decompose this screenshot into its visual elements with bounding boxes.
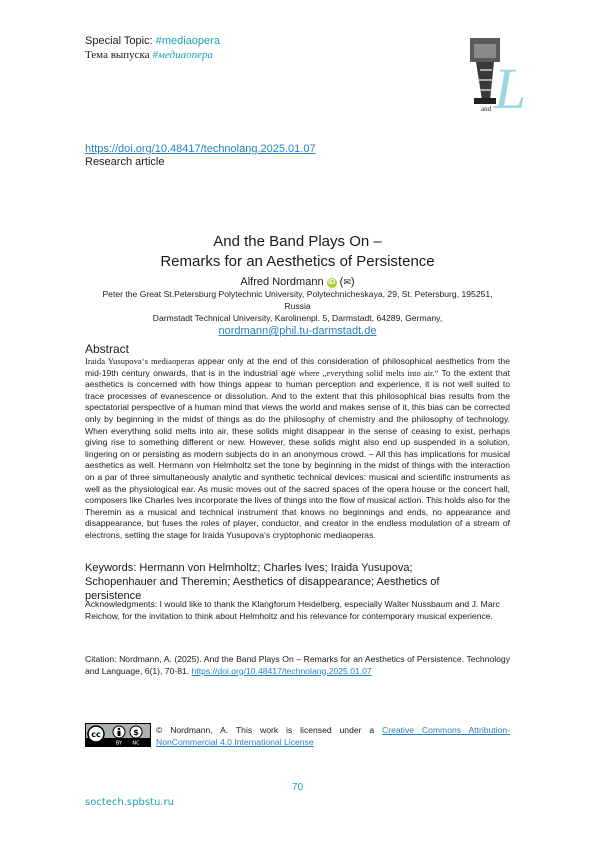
cc-nc-label: NC: [132, 740, 140, 747]
svg-text:$: $: [133, 728, 139, 737]
acknowledgments: Acknowledgments: I would like to thank the Klangforum Heidelberg, especially Walter Nussbaum and J. Marc Reichow, for the invitation to think about Helmholtz and his relevance for contemporary musical experience.: [85, 599, 500, 621]
envelope-icon[interactable]: ✉: [343, 277, 351, 287]
affiliation-2: Darmstadt Technical University, Karolinenpl. 5, Darmstadt, 64289, Germany,: [152, 313, 443, 323]
orcid-icon[interactable]: iD: [328, 279, 336, 286]
abstract-heading: Abstract: [85, 342, 130, 356]
title-line-2: Remarks for an Aesthetics of Persistence: [160, 253, 435, 270]
keywords-text: Hermann von Helmholtz; Charles Ives; Iraida Yusupova; Schopenhauer and Theremin; Aesthetics of disappearance; Aesthetics of persistence: [85, 562, 440, 602]
doi-link[interactable]: https://doi.org/10.48417/technolang.2025.01.07: [85, 143, 316, 155]
affiliation-1: Peter the Great St.Petersburg Polytechnic University, Polytechnicheskaya, 29, St. Petersburg, 195251,: [102, 289, 493, 299]
author-email[interactable]: nordmann@phil.tu-darmstadt.de: [218, 325, 377, 337]
tema-label: Тема выпуска: [85, 49, 153, 61]
abstract-lead: Iraida Yusupova‘s mediaoperas: [85, 356, 195, 366]
page-number: 70: [291, 782, 304, 793]
license-link[interactable]: Creative Commons Attribution-NonCommercial 4.0 International License: [156, 725, 511, 747]
cc-icon: cc: [91, 730, 101, 739]
abstract-part-1: appear only at the end of this consideration of philosophical aesthetics from the mid-19th century onwards, that is in the industrial age: [85, 356, 510, 378]
tema-hashtag[interactable]: #медиаопера: [152, 49, 213, 61]
article-type: Research article: [85, 156, 165, 168]
author-name: Alfred Nordmann: [240, 276, 324, 288]
title-line-1: And the Band Plays On –: [213, 233, 382, 250]
abstract-body: [85, 356, 510, 542]
tema-vypuska: [85, 49, 213, 61]
journal-logo: [468, 34, 530, 114]
citation: [85, 654, 510, 677]
license-statement: © Nordmann, A. This work is licensed under a: [156, 725, 383, 735]
special-topic: [85, 35, 220, 47]
logo-letter: L: [494, 56, 527, 114]
citation-text: Citation: Nordmann, A. (2025). And the Band Plays On – Remarks for an Aesthetics of Persistence. Technology and Language, 6(1), 70-81.: [85, 654, 510, 676]
cc-by-label: BY: [115, 740, 123, 747]
cc-license-badge[interactable]: [85, 723, 151, 747]
affiliation-1-country: Russia: [284, 301, 311, 311]
citation-doi-link[interactable]: https://doi.org/10.48417/technolang.2025.01.07: [191, 665, 372, 676]
logo-word: and: [481, 105, 492, 113]
abstract-quote: where „everything solid melts into air.“: [298, 367, 439, 378]
site-url[interactable]: soctech.spbstu.ru: [85, 797, 174, 808]
title-block: [85, 232, 510, 337]
keywords-label: Keywords:: [85, 562, 140, 574]
abstract-part-2: To the extent that aesthetics is concerned with how things appear to human perception and experience, it is not well suited to trace processes of evanescence or dissolution. And to the extent that this philosophical bias results from the spectatorial perspective of a human mind that views the world and makes sense of it, this bias can be corrected only by beginning in the midst of things as do the philosophy of chemistry and the philosophy of technology. When everything solid melts into air, these solids might disappear in the sense of ceasing to exist, perhaps giving rise to something different or new. However, these solids might also end up suspended in a solution, lingering on or persisting as modern subjects do in an anonymous crowd. – All this has implications for musical aesthetics as well. Hermann von Helmholtz set the tone by beginning in the midst of things with the interaction on a par of three simultaneously analytic and synthetic technical devices: musical and scientific instruments as well as the physiological ear. As music moves out of the sacred spaces of the opera house or the concert hall, composers like Charles Ives incorporate the lives of things into the flow of musical action. This holds also for the Theremin as a musical and technical instrument that knows no beginnings and ends, no appearance and disappearance, but fuses the roles of player, conductor, and creator in the endless modulation of a stream of electrons, setting the stage for Iraida Yusupova‘s cryptophonic mediaoperas.: [85, 367, 510, 540]
special-topic-hashtag[interactable]: #mediaopera: [155, 35, 220, 47]
license-text: [156, 725, 510, 748]
special-topic-label: Special Topic:: [85, 35, 156, 47]
author-line: Alfred Nordmann iD (✉): [240, 276, 355, 288]
keywords: [85, 561, 465, 603]
